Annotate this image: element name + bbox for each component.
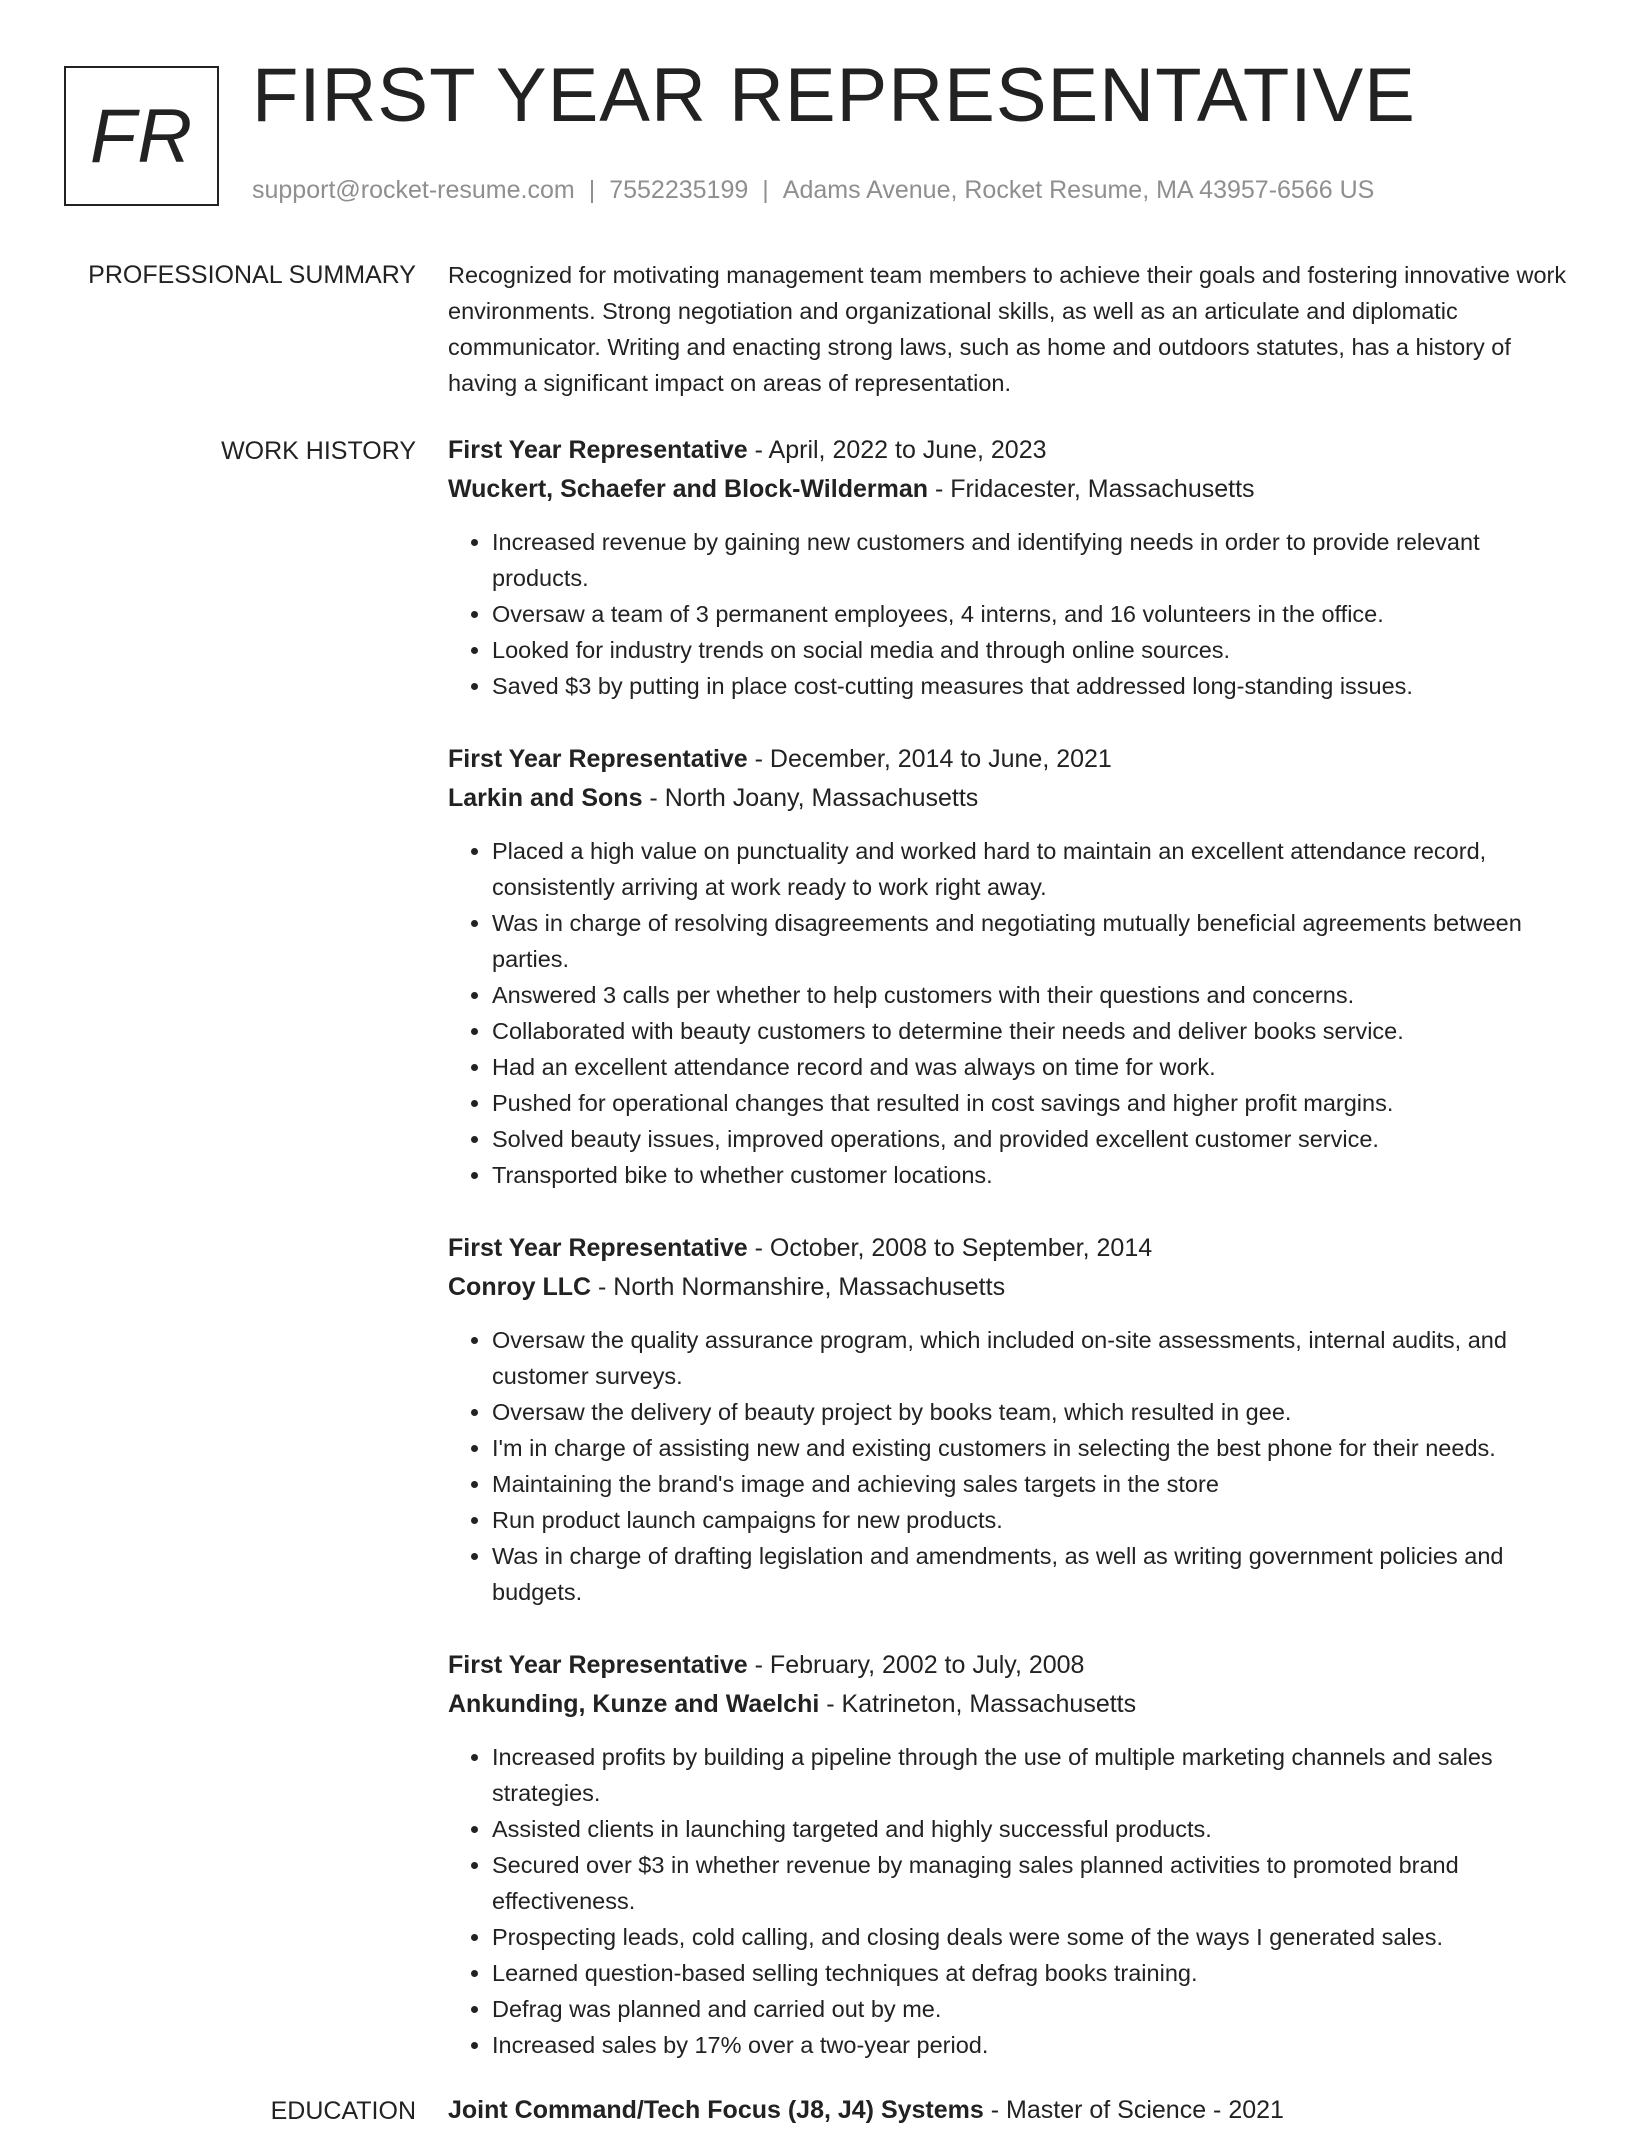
job-title: First Year Representative <box>448 436 748 464</box>
job-entry <box>448 1646 1573 2063</box>
job-dates: - February, 2002 to July, 2008 <box>747 1651 1085 1679</box>
job-bullet: • Looked for industry trends on social media and through online sources. <box>492 632 1573 668</box>
contact-line <box>252 176 1374 205</box>
job-title-line <box>448 740 1573 779</box>
contact-separator: | <box>588 176 596 204</box>
job-bullet: • Was in charge of drafting legislation and amendments, as well as writing government policies and budgets. <box>492 1538 1573 1610</box>
job-bullet: • Learned question-based selling techniques at defrag books training. <box>492 1955 1573 1991</box>
resume-name-title: FIRST YEAR REPRESENTATIVE <box>252 53 1416 138</box>
job-entry <box>448 740 1573 1193</box>
job-title: First Year Representative <box>448 1234 748 1262</box>
job-entry <box>448 1229 1573 1610</box>
job-bullet: • Answered 3 calls per whether to help customers with their questions and concerns. <box>492 977 1573 1013</box>
job-location: - North Joany, Massachusetts <box>642 784 979 812</box>
monogram-box <box>64 66 219 206</box>
job-company: Larkin and Sons <box>448 784 643 812</box>
section-label-work-history: WORK HISTORY <box>221 437 416 465</box>
contact-email[interactable]: support@rocket-resume.com <box>252 176 575 204</box>
job-bullet: • Assisted clients in launching targeted and highly successful products. <box>492 1811 1573 1847</box>
job-bullet: • Maintaining the brand's image and achieving sales targets in the store <box>492 1466 1573 1502</box>
job-bullet: • Run product launch campaigns for new products. <box>492 1502 1573 1538</box>
job-bullet: • Had an excellent attendance record and was always on time for work. <box>492 1049 1573 1085</box>
job-bullet: • Increased profits by building a pipeline through the use of multiple marketing channels and sales strategies. <box>492 1739 1573 1811</box>
job-company-line <box>448 779 1573 818</box>
job-bullet: • Was in charge of resolving disagreements and negotiating mutually beneficial agreements between parties. <box>492 905 1573 977</box>
job-location: - North Normanshire, Massachusetts <box>591 1273 1006 1301</box>
job-bullet: • Oversaw the delivery of beauty project by books team, which resulted in gee. <box>492 1394 1573 1430</box>
job-bullet: • Pushed for operational changes that resulted in cost savings and higher profit margins. <box>492 1085 1573 1121</box>
job-bullet: • Prospecting leads, cold calling, and closing deals were some of the ways I generated sales. <box>492 1919 1573 1955</box>
job-company: Ankunding, Kunze and Waelchi <box>448 1690 820 1718</box>
job-bullet: • Saved $3 by putting in place cost-cutting measures that addressed long-standing issues. <box>492 668 1573 704</box>
job-bullet: • Increased revenue by gaining new customers and identifying needs in order to provide relevant products. <box>492 524 1573 596</box>
job-company-line <box>448 1685 1573 1724</box>
job-bullet: • Solved beauty issues, improved operations, and provided excellent customer service. <box>492 1121 1573 1157</box>
professional-summary-section <box>448 257 1573 401</box>
education-school: Joint Command/Tech Focus (J8, J4) Systems <box>448 2096 984 2124</box>
contact-phone[interactable]: 7552235199 <box>609 176 749 204</box>
job-bullet: • Oversaw a team of 3 permanent employees, 4 interns, and 16 volunteers in the office. <box>492 596 1573 632</box>
job-title-line <box>448 1646 1573 1685</box>
section-label-education: EDUCATION <box>270 2097 416 2125</box>
job-entry <box>448 431 1573 704</box>
job-bullet: • Defrag was planned and carried out by me. <box>492 1991 1573 2027</box>
job-title-line <box>448 1229 1573 1268</box>
job-location: - Katrineton, Massachusetts <box>819 1690 1137 1718</box>
job-title: First Year Representative <box>448 745 748 773</box>
job-company: Wuckert, Schaefer and Block-Wilderman <box>448 475 929 503</box>
job-title: First Year Representative <box>448 1651 748 1679</box>
work-history-section <box>448 431 1573 2099</box>
education-entry <box>448 2091 1573 2130</box>
job-bullet: • Secured over $3 in whether revenue by managing sales planned activities to promoted brand effectiveness. <box>492 1847 1573 1919</box>
job-bullet-list <box>448 1322 1573 1610</box>
job-bullet: • Collaborated with beauty customers to determine their needs and deliver books service. <box>492 1013 1573 1049</box>
job-bullet-list <box>448 524 1573 704</box>
monogram-initials: FR <box>89 93 194 179</box>
job-company-line <box>448 1268 1573 1307</box>
job-dates: - October, 2008 to September, 2014 <box>747 1234 1153 1262</box>
job-title-line <box>448 431 1573 470</box>
contact-address: Adams Avenue, Rocket Resume, MA 43957-6566 US <box>782 176 1375 204</box>
job-location: - Fridacester, Massachusetts <box>928 475 1255 503</box>
section-label-professional-summary: PROFESSIONAL SUMMARY <box>88 261 416 289</box>
job-bullet: • Oversaw the quality assurance program, which included on-site assessments, internal audits, and customer surveys. <box>492 1322 1573 1394</box>
education-section <box>448 2091 1573 2130</box>
contact-separator: | <box>762 176 769 204</box>
job-bullet: • I'm in charge of assisting new and existing customers in selecting the best phone for their needs. <box>492 1430 1573 1466</box>
job-dates: - December, 2014 to June, 2021 <box>747 745 1112 773</box>
job-dates: - April, 2022 to June, 2023 <box>747 436 1047 464</box>
job-company-line <box>448 470 1573 509</box>
education-degree: - Master of Science <box>983 2096 1207 2124</box>
job-company: Conroy LLC <box>448 1273 592 1301</box>
education-year: - 2021 <box>1206 2096 1284 2124</box>
summary-text: Recognized for motivating management team members to achieve their goals and fostering innovative work environments. Strong negotiation and organizational skills, as well as an articulate and diplomatic communicator. Writing and enacting strong laws, such as home and outdoors statutes, has a history of having a significant impact on areas of representation. <box>448 262 1567 396</box>
job-bullet-list <box>448 1739 1573 2063</box>
job-bullet-list <box>448 833 1573 1193</box>
job-bullet: • Transported bike to whether customer locations. <box>492 1157 1573 1193</box>
job-bullet: • Increased sales by 17% over a two-year period. <box>492 2027 1573 2063</box>
job-bullet: • Placed a high value on punctuality and worked hard to maintain an excellent attendance record, consistently arriving at work ready to work right away. <box>492 833 1573 905</box>
